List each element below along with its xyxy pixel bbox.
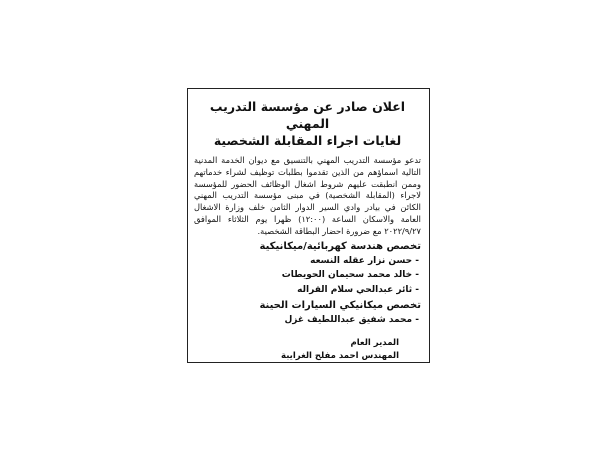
specialty-heading: تخصص ميكانيكي السيارات الحينة <box>259 300 421 312</box>
notice-body: تدعو مؤسسة التدريب المهني بالتنسيق مع ديوان الخدمة المدنية التالية اسماؤهم من الذين تقدموا بطلبات توظيف لشراء خدماتهم وممن انطبقت عليهم شروط اشغال الوظائف الحضور للمؤسسة لاجراء (المقابلة الشخصية) في مبنى مؤسسة التدريب المهني الكائن في بيادر وادي السير الدوار الثامن خلف وزارة الاشغال العامة والاسكان الساعة (١٢:٠٠) ظهرا يوم الثلاثاء الموافق ٢٠٢٢/٩/٢٧ مع ضرورة احضار البطاقة الشخصية. <box>194 155 421 236</box>
candidate-name: - خالد محمد سحيمان الحويطات <box>281 270 419 281</box>
notice-title-line-2: لغايات اجراء المقابلة الشخصية <box>213 133 402 148</box>
signature-role: المدير العام <box>350 337 399 348</box>
notice-title-line-1: اعلان صادر عن مؤسسة التدريب المهني <box>209 99 406 131</box>
notice-box <box>187 88 430 363</box>
candidate-name: - محمد شفيق عبداللطيف غزل <box>284 315 419 326</box>
candidate-name: - حسن نزار عقله النسعه <box>310 255 419 266</box>
specialty-group-electrical-mechanical <box>194 240 421 298</box>
specialty-heading: تخصص هندسة كهربائية/ميكانيكية <box>259 240 421 252</box>
signature-name: المهندس احمد مفلح الغرايبة <box>281 350 399 361</box>
notice-title <box>194 98 421 149</box>
specialty-group-auto-mechanic <box>194 299 421 328</box>
signature-block <box>194 337 399 363</box>
candidate-name: - ثائر عبدالحي سلام القراله <box>297 284 419 295</box>
